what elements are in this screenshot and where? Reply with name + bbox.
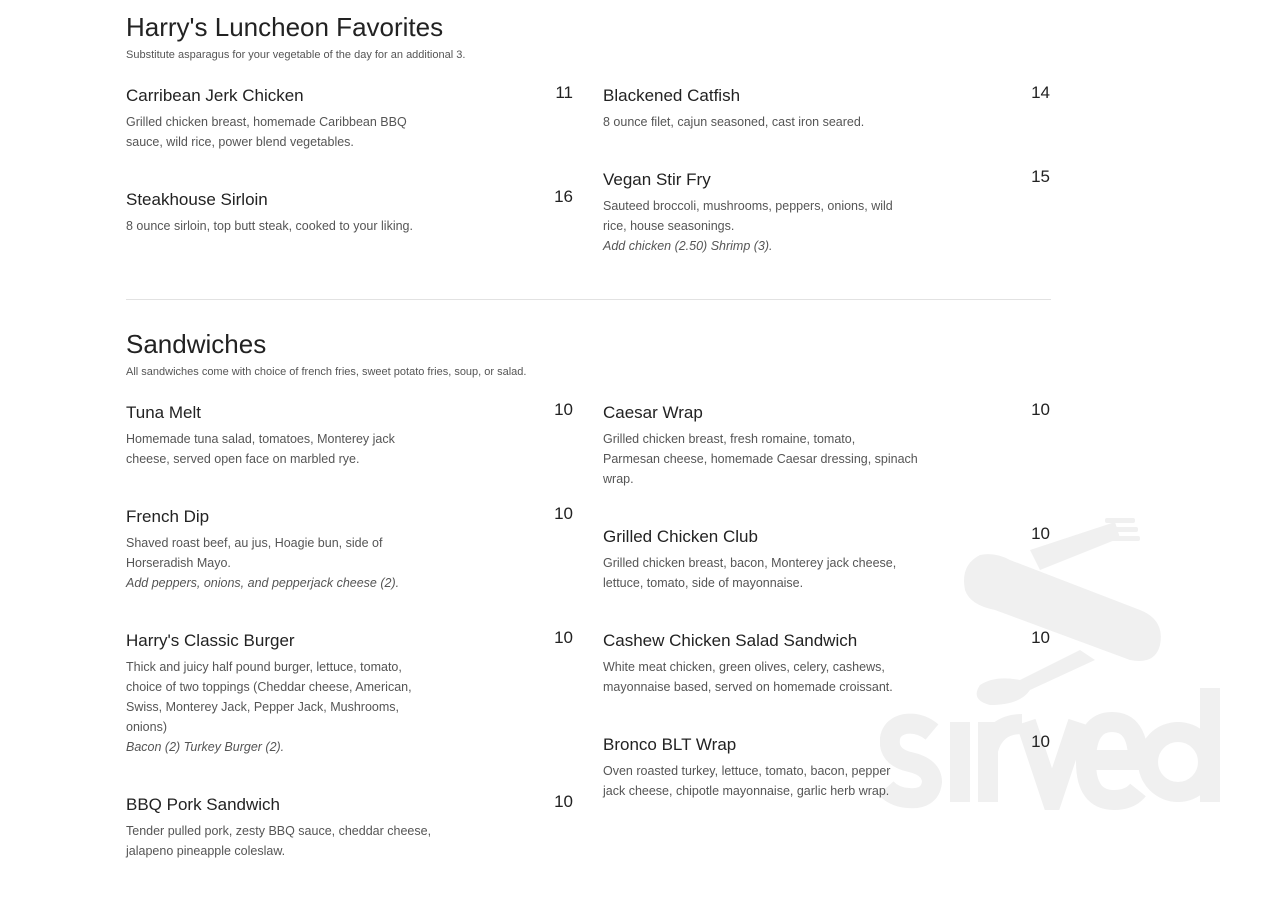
- menu-item-description: Oven roasted turkey, lettuce, tomato, bacon, pepper: [603, 764, 891, 778]
- menu-item-name: Caesar Wrap: [603, 403, 703, 422]
- section-sandwiches: [126, 329, 1051, 858]
- menu-item-description: Horseradish Mayo.: [126, 556, 231, 570]
- menu-item-addon-note: Add peppers, onions, and pepperjack cheese (2).: [126, 576, 400, 590]
- menu-item: [603, 524, 1050, 593]
- menu-item-description: Parmesan cheese, homemade Caesar dressing, spinach: [603, 452, 918, 466]
- menu-item-description: White meat chicken, green olives, celery, cashews,: [603, 660, 885, 674]
- menu-item-price: 10: [554, 400, 573, 419]
- menu-item: [126, 83, 573, 152]
- menu-item: [603, 83, 1050, 132]
- menu-item-price: 14: [1031, 83, 1050, 102]
- menu-column-right: [603, 400, 1050, 839]
- menu-item: [126, 628, 573, 757]
- menu-item-description: Sauteed broccoli, mushrooms, peppers, onions, wild: [603, 199, 893, 213]
- menu-item-price: 10: [1031, 628, 1050, 647]
- menu-item-description: cheese, served open face on marbled rye.: [126, 452, 360, 466]
- menu-item: [603, 732, 1050, 801]
- menu-item-name: Steakhouse Sirloin: [126, 190, 268, 209]
- menu-item-description: choice of two toppings (Cheddar cheese, American,: [126, 680, 412, 694]
- menu-item-name: Tuna Melt: [126, 403, 201, 422]
- menu-item-addon-note: Add chicken (2.50) Shrimp (3).: [603, 239, 773, 253]
- menu-item-description: 8 ounce filet, cajun seasoned, cast iron seared.: [603, 115, 865, 129]
- menu-item-price: 10: [554, 504, 573, 523]
- menu-item-description: Shaved roast beef, au jus, Hoagie bun, side of: [126, 536, 383, 550]
- menu-item-name: Vegan Stir Fry: [603, 170, 711, 189]
- menu-item-name: Blackened Catfish: [603, 86, 741, 105]
- menu-item-description: Grilled chicken breast, fresh romaine, tomato,: [603, 432, 856, 446]
- menu-item-description: Grilled chicken breast, bacon, Monterey jack cheese,: [603, 556, 897, 570]
- menu-item-price: 16: [554, 187, 573, 206]
- menu-item-name: French Dip: [126, 507, 210, 526]
- menu-item-name: Grilled Chicken Club: [603, 527, 758, 546]
- menu-item-name: Harry's Classic Burger: [126, 631, 295, 650]
- menu-item: [126, 187, 573, 236]
- section-title: Harry's Luncheon Favorites: [126, 12, 444, 42]
- menu-item-description: sauce, wild rice, power blend vegetables.: [126, 135, 354, 149]
- menu-item-description: Swiss, Monterey Jack, Pepper Jack, Mushrooms,: [126, 700, 400, 714]
- menu-column-left: [126, 400, 573, 899]
- menu-item-price: 11: [555, 83, 573, 102]
- section-divider: [126, 299, 1051, 300]
- menu-item-name: Cashew Chicken Salad Sandwich: [603, 631, 858, 650]
- menu-item-description: jalapeno pineapple coleslaw.: [126, 844, 286, 858]
- menu-item-description: lettuce, tomato, side of mayonnaise.: [603, 576, 804, 590]
- menu-item: [126, 400, 573, 469]
- menu-item: [603, 628, 1050, 697]
- section-note: All sandwiches come with choice of french fries, sweet potato fries, soup, or salad.: [126, 366, 527, 378]
- menu-item-description: mayonnaise based, served on homemade croissant.: [603, 680, 893, 694]
- menu-item-name: BBQ Pork Sandwich: [126, 795, 281, 814]
- menu-item-description: Grilled chicken breast, homemade Caribbean BBQ: [126, 115, 407, 129]
- menu-item: [603, 400, 1050, 489]
- menu-column-left: [126, 83, 573, 274]
- menu-item-name: Carribean Jerk Chicken: [126, 86, 304, 105]
- menu-item-addon-note: Bacon (2) Turkey Burger (2).: [126, 740, 285, 754]
- menu-item-price: 10: [554, 792, 573, 811]
- menu-item: [126, 504, 573, 593]
- menu-item: [126, 792, 573, 861]
- section-luncheon-favorites: [126, 12, 1051, 253]
- menu-item-description: Homemade tuna salad, tomatoes, Monterey jack: [126, 432, 395, 446]
- menu-item-description: onions): [126, 720, 167, 734]
- menu-item-description: Thick and juicy half pound burger, lettuce, tomato,: [126, 660, 402, 674]
- menu-item-description: wrap.: [603, 472, 634, 486]
- menu-item-price: 10: [1031, 400, 1050, 419]
- menu-item-description: rice, house seasonings.: [603, 219, 735, 233]
- menu-item-description: Tender pulled pork, zesty BBQ sauce, cheddar cheese,: [126, 824, 432, 838]
- menu-item: [603, 167, 1050, 256]
- menu-item-price: 10: [554, 628, 573, 647]
- section-title: Sandwiches: [126, 329, 267, 359]
- menu-item-price: 10: [1031, 524, 1050, 543]
- section-note: Substitute asparagus for your vegetable of the day for an additional 3.: [126, 49, 466, 61]
- menu-item-price: 10: [1031, 732, 1050, 751]
- menu-item-price: 15: [1031, 167, 1050, 186]
- menu-item-description: 8 ounce sirloin, top butt steak, cooked to your liking.: [126, 219, 413, 233]
- menu-item-description: jack cheese, chipotle mayonnaise, garlic herb wrap.: [603, 784, 890, 798]
- menu-column-right: [603, 83, 1050, 294]
- menu-item-name: Bronco BLT Wrap: [603, 735, 737, 754]
